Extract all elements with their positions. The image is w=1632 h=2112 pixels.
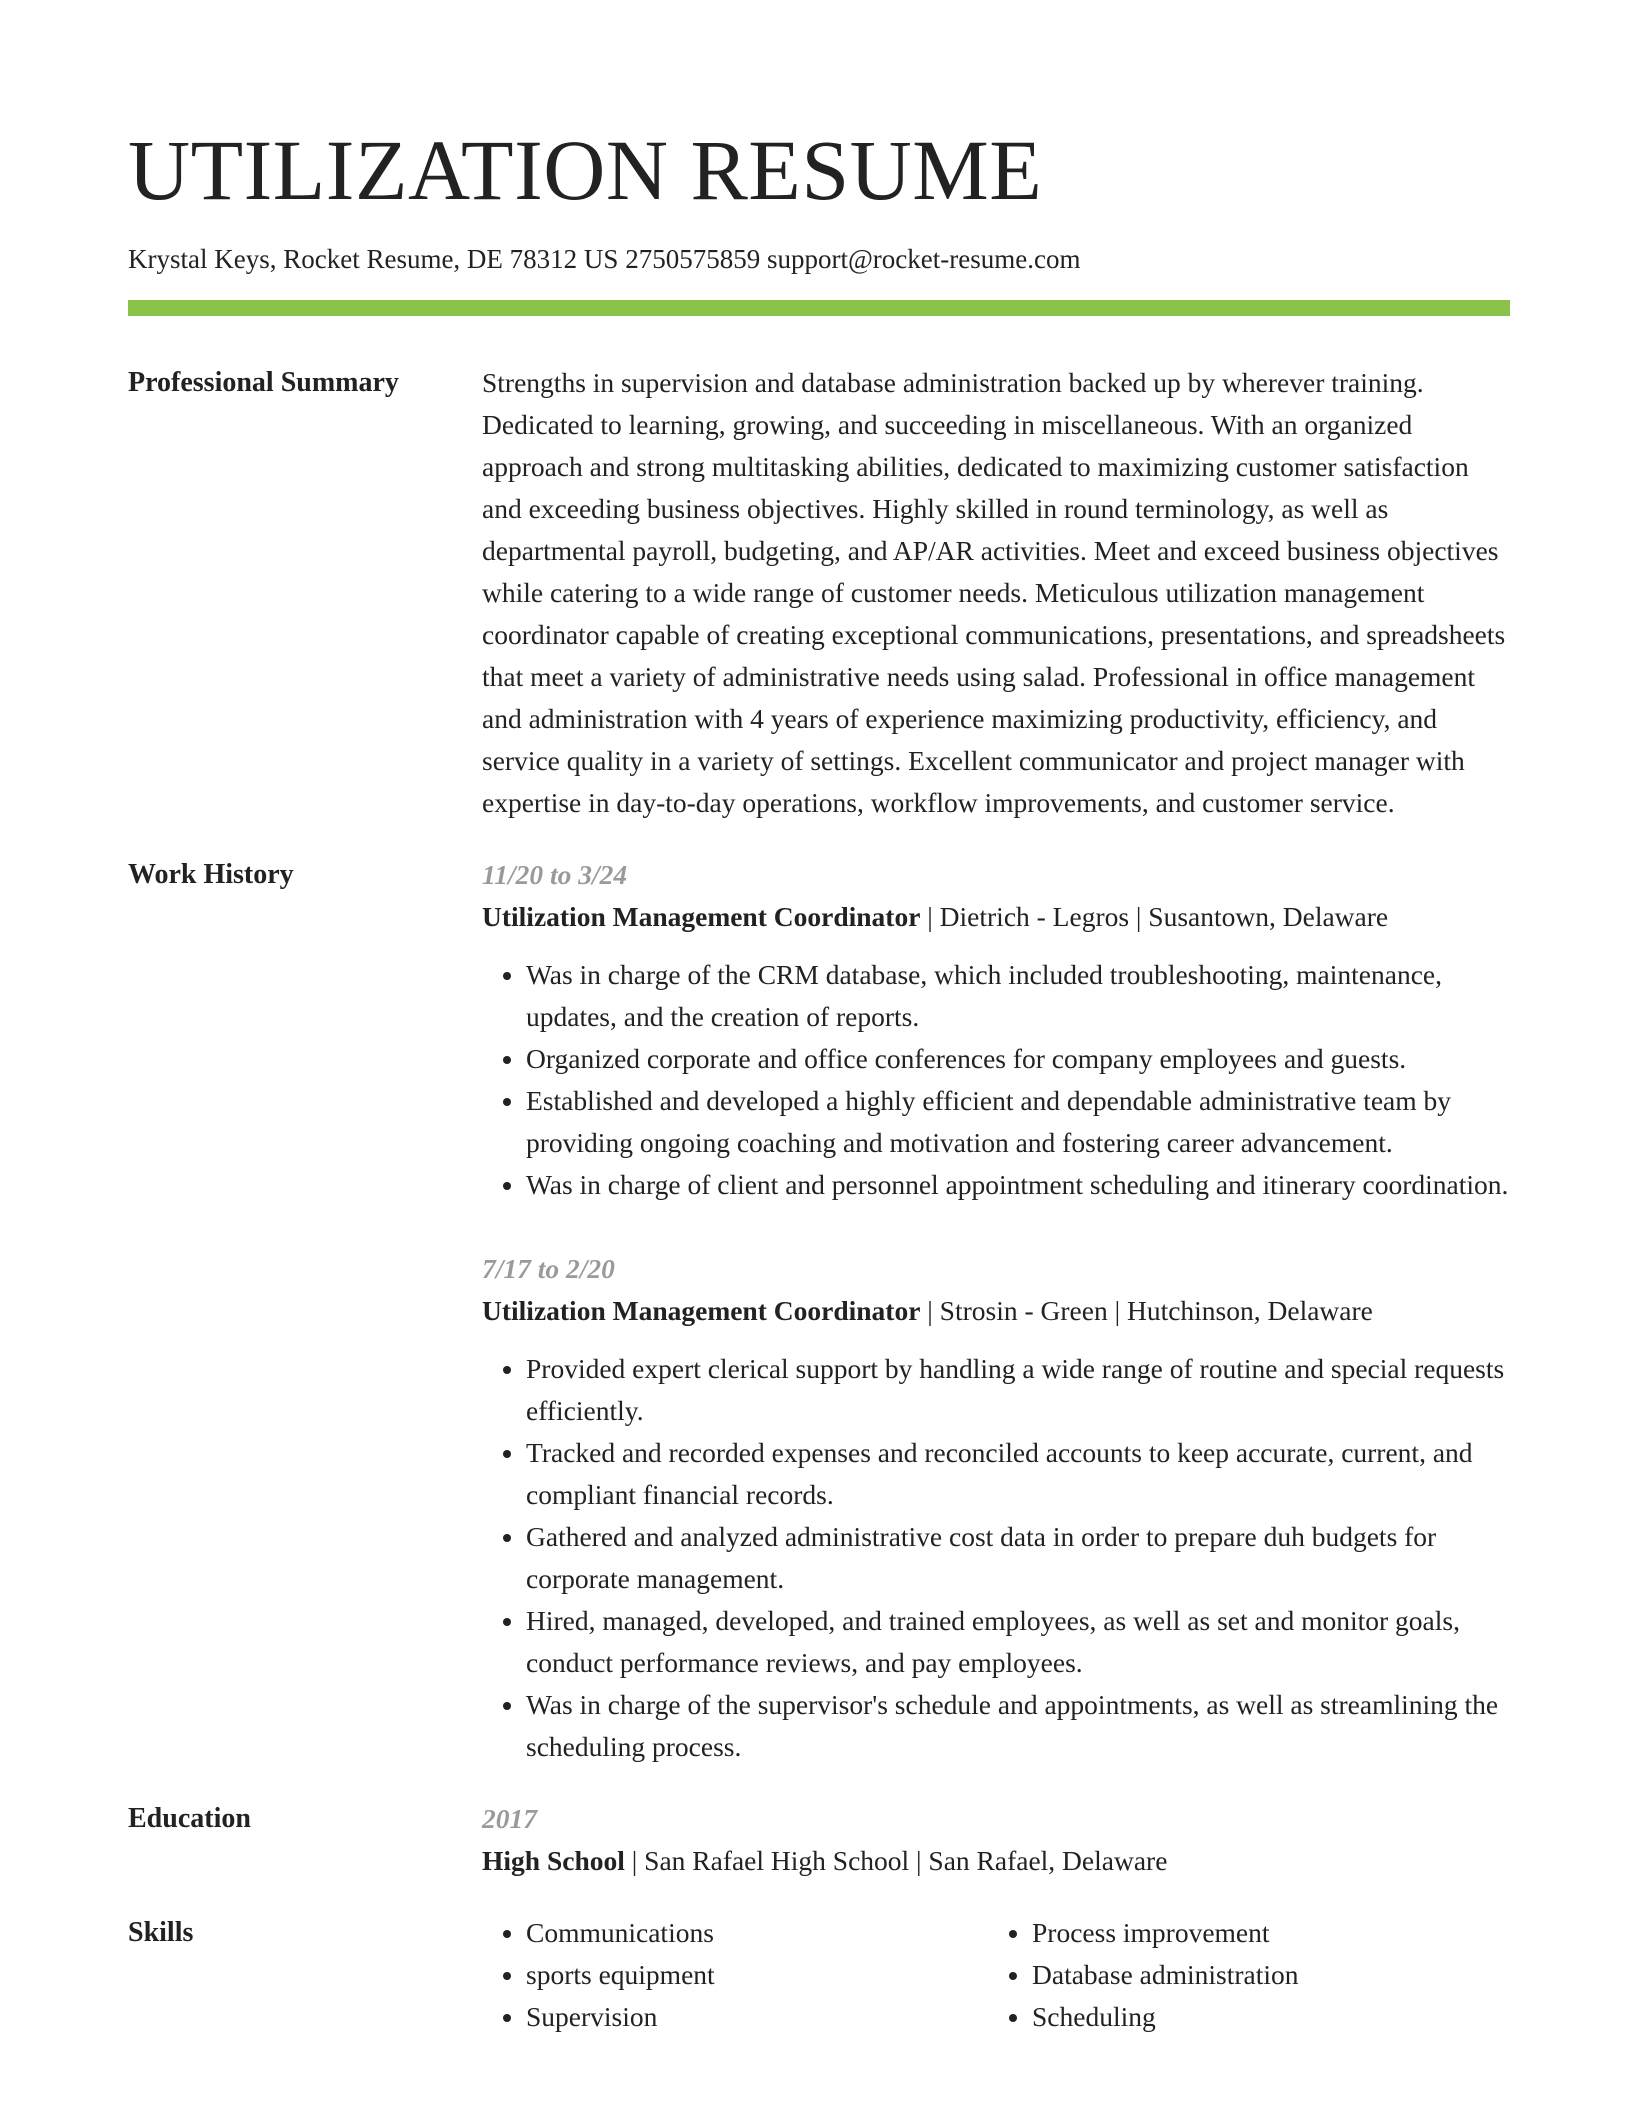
job-bullet: • Was in charge of the supervisor's schedule and appointments, as well as streamlining the scheduling process. — [526, 1684, 1510, 1768]
summary-section — [128, 362, 1510, 824]
job-date: 7/17 to 2/20 — [482, 1253, 615, 1284]
skills-column-left — [482, 1912, 988, 2038]
skill-item: • Supervision — [526, 1996, 988, 2038]
education-degree: High School — [482, 1845, 625, 1876]
job-entry — [482, 854, 1510, 1206]
work-history-section — [128, 854, 1510, 1768]
skills-section — [128, 1912, 1510, 2038]
job-bullet: • Gathered and analyzed administrative cost data in order to prepare duh budgets for corporate management. — [526, 1516, 1510, 1600]
summary-heading: Professional Summary — [128, 367, 399, 398]
skill-item: • Communications — [526, 1912, 988, 1954]
work-history-heading: Work History — [128, 859, 294, 890]
education-section — [128, 1798, 1510, 1882]
job-employer: | Dietrich - Legros | Susantown, Delaware — [920, 901, 1389, 932]
header-divider — [128, 300, 1510, 316]
job-bullets — [482, 1348, 1510, 1768]
skill-item: • Process improvement — [1032, 1912, 1494, 1954]
job-role: Utilization Management Coordinator — [482, 901, 921, 932]
job-entry — [482, 1248, 1510, 1768]
skill-item: • sports equipment — [526, 1954, 988, 1996]
job-title-line — [482, 896, 1510, 938]
education-line — [482, 1840, 1510, 1882]
skill-item: • Scheduling — [1032, 1996, 1494, 2038]
skills-column-right — [988, 1912, 1494, 2038]
job-bullet: • Provided expert clerical support by handling a wide range of routine and special requests efficiently. — [526, 1348, 1510, 1432]
resume-page — [128, 0, 1510, 2038]
job-bullet: • Was in charge of client and personnel appointment scheduling and itinerary coordination. — [526, 1164, 1510, 1206]
education-heading: Education — [128, 1803, 251, 1834]
job-bullet: • Was in charge of the CRM database, which included troubleshooting, maintenance, updates, and the creation of reports. — [526, 954, 1510, 1038]
skill-item: • Database administration — [1032, 1954, 1494, 1996]
summary-text: Strengths in supervision and database administration backed up by wherever training. Dedicated to learning, growing, and succeeding in miscellaneous. With an organized approach and strong multitasking abilities, dedicated to maximizing customer satisfaction and exceeding business objectives. Highly skilled in round terminology, as well as departmental payroll, budgeting, and AP/AR activities. Meet and exceed business objectives while catering to a wide range of customer needs. Meticulous utilization management coordinator capable of creating exceptional communications, presentations, and spreadsheets that meet a variety of administrative needs using salad. Professional in office management and administration with 4 years of experience maximizing productivity, efficiency, and service quality in a variety of settings. Excellent communicator and project manager with expertise in day-to-day operations, workflow improvements, and customer service. — [482, 367, 1506, 818]
job-bullet: • Tracked and recorded expenses and reconciled accounts to keep accurate, current, and compliant financial records. — [526, 1432, 1510, 1516]
job-bullet: • Hired, managed, developed, and trained employees, as well as set and monitor goals, conduct performance reviews, and pay employees. — [526, 1600, 1510, 1684]
job-date: 11/20 to 3/24 — [482, 859, 628, 890]
resume-title: UTILIZATION RESUME — [128, 122, 1043, 218]
job-role: Utilization Management Coordinator — [482, 1295, 921, 1326]
job-employer: | Strosin - Green | Hutchinson, Delaware — [920, 1295, 1373, 1326]
contact-line: Krystal Keys, Rocket Resume, DE 78312 US 2750575859 support@rocket-resume.com — [128, 244, 1081, 274]
job-bullets — [482, 954, 1510, 1206]
job-title-line — [482, 1290, 1510, 1332]
skills-heading: Skills — [128, 1917, 194, 1948]
job-bullet: • Organized corporate and office conferences for company employees and guests. — [526, 1038, 1510, 1080]
job-bullet: • Established and developed a highly efficient and dependable administrative team by providing ongoing coaching and motivation and fostering career advancement. — [526, 1080, 1510, 1164]
education-date: 2017 — [482, 1803, 537, 1834]
education-school: | San Rafael High School | San Rafael, Delaware — [624, 1845, 1168, 1876]
